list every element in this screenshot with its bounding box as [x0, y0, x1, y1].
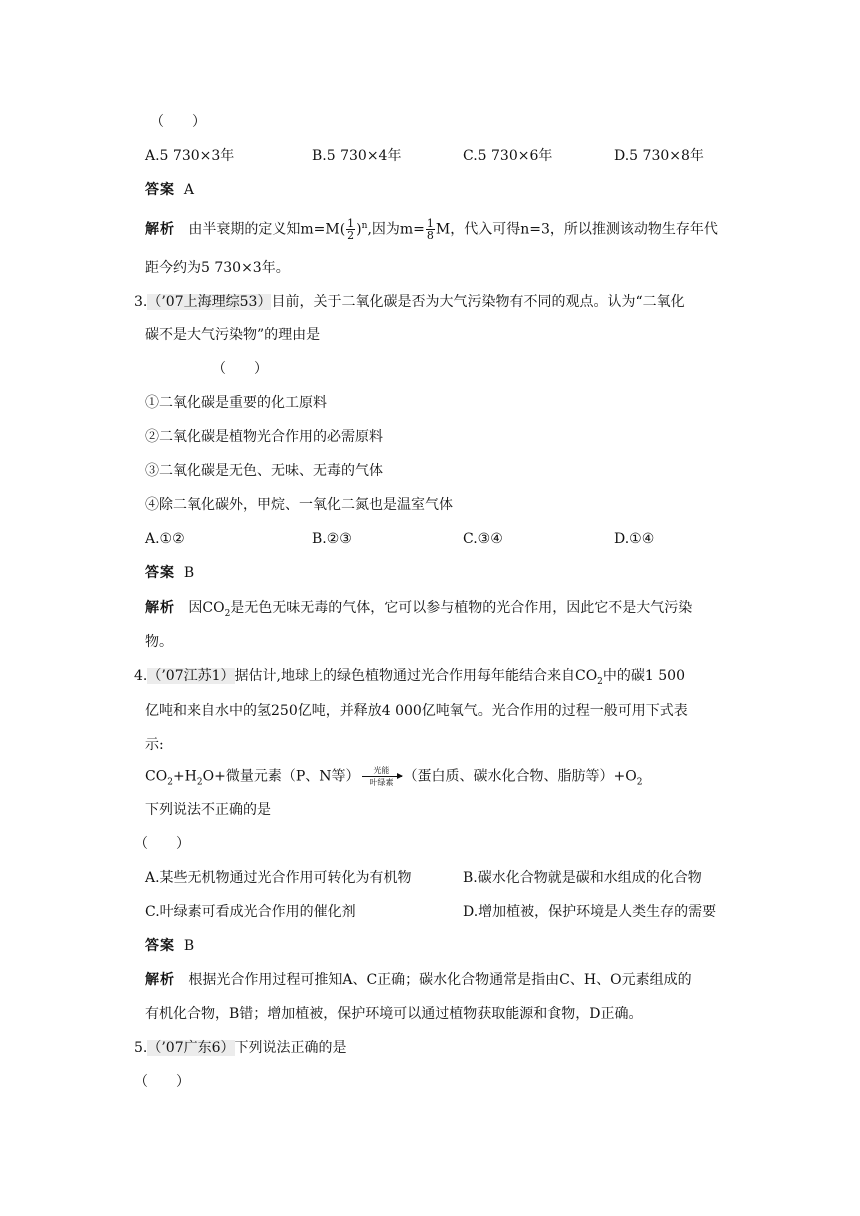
- q3-answer: [145, 563, 194, 583]
- q4-option-d: D.增加植被，保护环境是人类生存的需要: [463, 904, 717, 920]
- q3-statement-3: ③二氧化碳是无色、无味、无毒的气体: [145, 463, 383, 479]
- q2-blank: （ ）: [150, 114, 206, 130]
- q2-option-d: D.5 730×8年: [614, 148, 704, 164]
- q3-option-b: B.②③: [312, 531, 352, 547]
- source-tag: （’07广东6）: [147, 1040, 235, 1056]
- q2-option-b: B.5 730×4年: [312, 148, 402, 164]
- q2-analysis-line1: 解析 由半衰期的定义知m=M( $\frac{1}{2}$ )$^n$,因为m= $\frac{1}{8}$ M，代入可得n=3，所以推测该动物生存年代: [145, 217, 718, 243]
- analysis-label: 解析: [145, 221, 175, 238]
- answer-label: 答案: [145, 565, 175, 581]
- answer-label: 答案: [145, 938, 175, 954]
- reaction-arrow: 光能 叶绿素: [362, 766, 402, 787]
- q3-statement-2: ②二氧化碳是植物光合作用的必需原料: [145, 429, 383, 445]
- answer-value: B: [183, 565, 195, 581]
- q5-stem: 5.（’07广东6）下列说法正确的是: [134, 1040, 347, 1056]
- q2-option-a: A.5 730×3年: [145, 148, 235, 164]
- q4-stem-line3: 示:: [145, 737, 164, 753]
- q3-stem-line1: 3.（’07上海理综53）目前，关于二氧化碳是否为大气污染物有不同的观点。认为“二氧化: [134, 294, 685, 310]
- q2-option-c: C.5 730×6年: [463, 148, 553, 164]
- q2-analysis-line2: 距今约为5 730×3年。: [145, 260, 290, 276]
- q3-option-c: C.③④: [463, 531, 503, 547]
- fraction-one-half: $\frac{1}{2}$: [347, 217, 355, 243]
- q4-blank: （ ）: [134, 836, 190, 852]
- question-number: 3.: [134, 294, 148, 310]
- answer-value: A: [183, 182, 195, 198]
- q3-analysis-line1: 解析 因$CO_2$是无色无味无毒的气体，它可以参与植物的光合作用，因此它不是大气污染: [145, 600, 693, 619]
- q3-stem-line2: 碳不是大气污染物”的理由是: [145, 327, 321, 343]
- fraction-one-eighth: $\frac{1}{8}$: [426, 217, 434, 243]
- q4-analysis-line2: 有机化合物，B错；增加植被，保护环境可以通过植物获取能源和食物，D正确。: [145, 1006, 643, 1022]
- q5-blank: （ ）: [134, 1074, 190, 1090]
- q3-analysis-line2: 物。: [145, 634, 173, 650]
- answer-value: B: [183, 938, 195, 954]
- q4-option-c: C.叶绿素可看成光合作用的催化剂: [145, 904, 356, 920]
- q3-statement-4: ④除二氧化碳外，甲烷、一氧化二氮也是温室气体: [145, 497, 453, 513]
- q3-option-a: A.①②: [145, 531, 185, 547]
- q4-question: 下列说法不正确的是: [145, 802, 271, 818]
- q4-option-a: A.某些无机物通过光合作用可转化为有机物: [145, 870, 412, 886]
- q4-option-b: B.碳水化合物就是碳和水组成的化合物: [463, 870, 702, 886]
- q4-stem-line1: 4.（’07江苏1）据估计,地球上的绿色植物通过光合作用每年能结合来自$CO_2$中的碳1 500: [134, 668, 685, 687]
- source-tag: （’07江苏1）: [147, 668, 235, 684]
- q2-answer: [145, 180, 194, 200]
- q4-answer: [145, 936, 194, 956]
- q3-statement-1: ①二氧化碳是重要的化工原料: [145, 395, 327, 411]
- q3-blank: （ ）: [212, 361, 268, 377]
- analysis-label: 解析: [145, 972, 175, 988]
- q4-analysis-line1: 解析 根据光合作用过程可推知A、C正确；碳水化合物通常是指由C、H、O元素组成的: [145, 972, 692, 988]
- question-number: 5.: [134, 1040, 148, 1056]
- q4-equation: $CO_2+H_2O+$微量元素（P、N等） 光能 叶绿素 （蛋白质、碳水化合物、脂肪等）$+O_2$: [145, 766, 643, 788]
- answer-label: 答案: [145, 182, 175, 198]
- q3-option-d: D.①④: [614, 531, 655, 547]
- question-number: 4.: [134, 668, 148, 684]
- analysis-label: 解析: [145, 600, 175, 616]
- q4-stem-line2: 亿吨和来自水中的氢250亿吨，并释放4 000亿吨氧气。光合作用的过程一般可用下式表: [145, 703, 688, 719]
- source-tag: （’07上海理综53）: [147, 294, 272, 310]
